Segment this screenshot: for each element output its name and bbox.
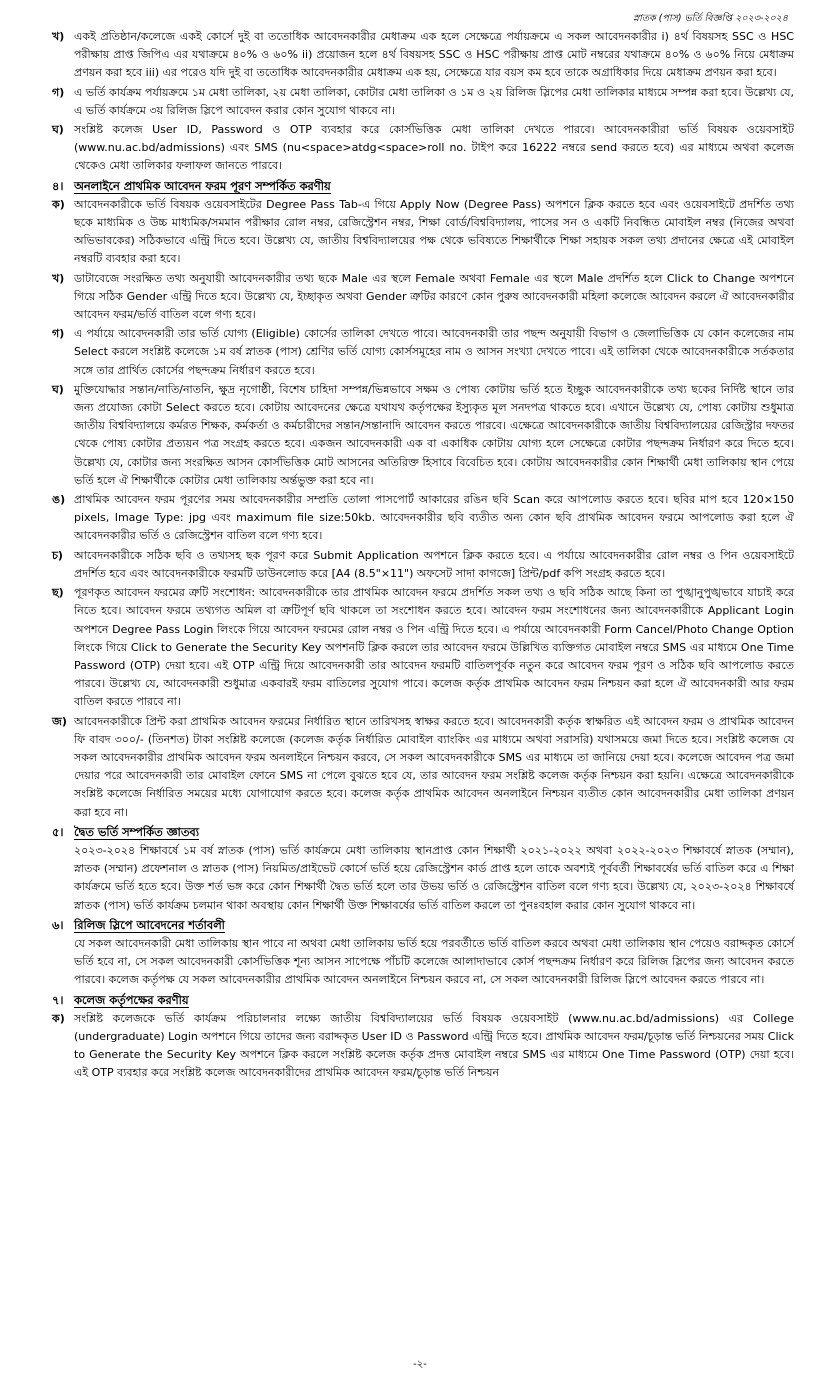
list-item: [52, 270, 794, 325]
item-text: প্রাথমিক আবেদন ফরম পূরণের সময় আবেদনকারীর সম্প্রতি তোলা পাসপোর্ট আকারের রঙিন ছবি Scan করে আপলোড করতে হবে। ছবির মাপ হবে 120×150 pixels, Image Type: jpg এবং maximum file size:50kb. আবেদনকারীর ছবি ব্যতীত অন্য কোন ছবি প্রাথমিক আবেদন ফরমে আপলোড করা হলে ঐ আবেদনকারীর ভর্তি ও রেজিস্ট্রেশন বাতিল বলে গণ্য হবে।: [74, 493, 794, 543]
section-title: রিলিজ স্লিপে আবেদনের শর্তাবলী: [74, 917, 225, 932]
page-number: -২-: [413, 1359, 427, 1370]
item-marker: গ): [52, 85, 65, 99]
item-marker: ছ): [52, 586, 64, 600]
list-item: [52, 381, 794, 490]
item-marker: চ): [52, 548, 63, 562]
block-7: [52, 1010, 794, 1083]
item-marker: জ): [52, 714, 67, 728]
list-item: [52, 28, 794, 83]
list-item: [52, 1010, 794, 1083]
section-number: ৭।: [52, 992, 64, 1007]
document-body: [52, 28, 794, 1084]
item-text: সংশ্লিষ্ট কলেজকে ভর্তি কার্যক্রম পরিচালনার লক্ষ্যে জাতীয় বিশ্ববিদ্যালয়ের ভর্তি বিষয়ক ওয়েবসাইট (www.nu.ac.bd/admissions) এর College (undergraduate) Login অপশনে গিয়ে তাদের জন্য বরাদ্দকৃত User ID ও Password এন্ট্রি দিতে হবে। প্রাথমিক আবেদন ফরম/চূড়ান্ত ভর্তি নিশ্চয়নের সময় Click to Generate the Security Key অপশনে ক্লিক করলে সংশ্লিষ্ট কলেজ কর্তৃক প্রদত্ত মোবাইল নম্বরে SMS এর মাধ্যমে One Time Password (OTP) দেয়া হবে। এই OTP ব্যবহার করে সংশ্লিষ্ট কলেজ আবেদনকারীদের প্রাথমিক আবেদন ফরম/চূড়ান্ত ভর্তি নিশ্চয়ন: [74, 1011, 794, 1080]
item-text: পূরণকৃত আবেদন ফরমের ত্রুটি সংশোধন: আবেদনকারীকে তার প্রাথমিক আবেদন ফরমে প্রদর্শিত সকল তথ্য ও ছবি সঠিক আছে কিনা তা পুঙ্খানুপুঙ্খভাবে যাচাই করে নিতে হবে। আবেদন ফরমে তথ্যগত অমিল বা ত্রুটিপূর্ণ ছবি থাকলে তা সংশোধন করতে হবে। আবেদন ফরম সংশোধনের জন্য আবেদনকারীকে Applicant Login অপশনে Degree Pass Login লিংকে গিয়ে আবেদন ফরমের রোল নম্বর ও পিন এন্ট্রি দিতে হবে। এ পর্যায়ে আবেদনকারী Form Cancel/Photo Change Option লিংকে গিয়ে Click to Generate the Security Key অপশনটি ক্লিক করলে তার আবেদন ফরমে উল্লিখিত ব্যক্তিগত মোবাইল নম্বরে SMS এর মাধ্যমে One Time Password (OTP) দেয়া হবে। এই OTP এন্ট্রি দিয়ে আবেদনকারী তার আবেদন ফরমটি বাতিলপূর্বক নতুন করে আবেদন ফরম পূরণ ও সঠিক ছবি আপলোড করতে পারবে। উল্লেখ্য যে, আবেদনকারী শুধুমাত্র একবারই ফরম বাতিলের সুযোগ পাবে। কলেজ কর্তৃক প্রাথমিক আবেদন ফরম নিশ্চয়ন করা হলে ঐ আবেদনকারী আর ফরম বাতিল করতে পারবে না।: [74, 586, 794, 709]
list-item: [52, 325, 794, 380]
section-title: দ্বৈত ভর্তি সম্পর্কিত জ্ঞাতব্য: [74, 824, 200, 839]
item-marker: ঘ): [52, 123, 64, 137]
section-title: অনলাইনে প্রাথমিক আবেদন ফরম পূরণ সম্পর্কিত করণীয়: [74, 178, 331, 193]
list-item: [52, 196, 794, 269]
item-text: আবেদনকারীকে সঠিক ছবি ও তথ্যসহ ছক পূরণ করে Submit Application অপশনে ক্লিক করতে হবে। এ পর্যায়ে আবেদনকারীর রোল নম্বর ও পিন ওয়েবসাইটে প্রদর্শিত হবে এবং আবেদনকারীকে ফরমটি ডাউনলোড করে [A4 (8.5"×11") অফসেট সাদা কাগজে] প্রিন্ট/pdf কপি সংগ্রহ করতে হবে।: [74, 548, 794, 580]
section-heading-7: [52, 991, 794, 1009]
page-header: স্নাতক (পাস) ভর্তি বিজ্ঞপ্তি ২০২৩-২০২৪: [633, 13, 788, 24]
item-marker: ক): [52, 197, 65, 211]
section-6-paragraph: যে সকল আবেদনকারী মেধা তালিকায় স্থান পাবে না অথবা মেধা তালিকায় ভর্তি হয়ে পরবর্তীতে ভর্তি বাতিল করবে অথবা মেধা তালিকায় স্থান পেয়েও বরাদ্দকৃত কোর্সে ভর্তি হবে না, সে সকল আবেদনকারী কোর্সভিত্তিক শূন্য আসন সাপেক্ষে পাঁচটি কলেজে আলাদাভাবে কোর্স পছন্দক্রম নির্ধারণ করে রিলিজ স্লিপের জন্য আবেদন করতে পারবে। কলেজ কর্তৃপক্ষ যে সকল আবেদনকারীর প্রাথমিক আবেদন অনলাইনে নিশ্চয়ন করবে না, সে সকল আবেদনকারী রিলিজ স্লিপে আবেদন করতে পারবে না।: [74, 936, 794, 987]
list-item: [52, 121, 794, 176]
item-marker: খ): [52, 271, 65, 285]
section-number: ৬।: [52, 917, 64, 932]
item-text: এ ভর্তি কার্যক্রম পর্যায়ক্রমে ১ম মেধা তালিকা, ২য় মেধা তালিকা, কোটার মেধা তালিকা ও ১ম ও ২য় রিলিজ স্লিপের মেধা তালিকার মাধ্যমে সম্পন্ন করা হবে। উল্লেখ্য যে, এ ভর্তি কার্যক্রমে ৩য় রিলিজ স্লিপে আবেদন করার কোন সুযোগ থাকবে না।: [74, 85, 794, 117]
item-text: আবেদনকারীকে প্রিন্ট করা প্রাথমিক আবেদন ফরমের নির্ধারিত স্থানে তারিখসহ স্বাক্ষর করতে হবে। আবেদনকারী কর্তৃক স্বাক্ষরিত এই আবেদন ফরম ও প্রাথমিক আবেদন ফি বাবদ ৩০০/- (তিনশত) টাকা সংশ্লিষ্ট কলেজে (কলেজ কর্তৃক নির্ধারিত মোবাইল ব্যাংকিং এর মাধ্যমে অথবা সরাসরি) যথাসময়ে জমা দিতে হবে। সংশ্লিষ্ট কলেজ যে সকল আবেদনকারীর প্রাথমিক আবেদন ফরম অনলাইনে নিশ্চয়ন করবে, সে সকল আবেদনকারীকে SMS এর মাধ্যমে তা জানিয়ে দেয়া হবে। কলেজে আবেদন পত্র জমা দেয়ার পরে আবেদনকারী তার মোবাইল ফোনে SMS না পেলে বুঝতে হবে যে, তার আবেদন ফরম সংশ্লিষ্ট কলেজ কর্তৃক নিশ্চয়ন করা হয়নি। এক্ষেত্রে আবেদনকারীকে সংশ্লিষ্ট কলেজে নির্ধারিত সময়ের মধ্যে যোগাযোগ করতে হবে। কলেজ কর্তৃক প্রাথমিক আবেদন অনলাইনে নিশ্চয়ন ব্যতীত কোন আবেদনকারীর মেধা তালিকা প্রণয়ন করা হবে না।: [74, 714, 794, 819]
block-1: [52, 28, 794, 176]
list-item: [52, 491, 794, 546]
item-text: আবেদনকারীকে ভর্তি বিষয়ক ওয়েবসাইটের Degree Pass Tab-এ গিয়ে Apply Now (Degree Pass) অপশনে ক্লিক করতে হবে এবং ওয়েবসাইটে প্রদর্শিত তথ্য ছকে মাধ্যমিক ও উচ্চ মাধ্যমিক/সমমান পরীক্ষার রোল নম্বর, রেজিস্ট্রেশন নম্বর, শিক্ষা বোর্ড/বিশ্ববিদ্যালয়, পাসের সন ও একটি নিবন্ধিত মোবাইল নম্বর (নিজের অথবা অভিভাবকের) সঠিকভাবে এন্ট্রি দিতে হবে। উল্লেখ্য যে, জাতীয় বিশ্ববিদ্যালয়ের পক্ষ থেকে ভবিষ্যতে শিক্ষার্থীকে শিক্ষা সহায়ক সকল তথ্য প্রদানের ক্ষেত্রে এই মোবাইল নম্বরটি ব্যবহার করা হবে।: [74, 197, 794, 266]
list-item: [52, 713, 794, 822]
section-number: ৪।: [52, 178, 64, 193]
section-heading-6: [52, 916, 794, 934]
item-text: ডাটাবেজে সংরক্ষিত তথ্য অনুযায়ী আবেদনকারীর তথ্য ছকে Male এর স্থলে Female অথবা Female এর স্থলে Male প্রদর্শিত হলে Click to Change অপশনে গিয়ে সঠিক Gender এন্ট্রি দিতে হবে। উল্লেখ্য যে, ইচ্ছাকৃত অথবা Gender ত্রুটির কারণে কোন পুরুষ আবেদনকারী মহিলা কলেজে আবেদন করলে ঐ আবেদনকারীর আবেদন ফরম/ভর্তি বাতিল বলে গণ্য হবে।: [74, 271, 794, 322]
item-text: মুক্তিযোদ্ধার সন্তান/নাতি/নাতনি, ক্ষুদ্র নৃগোষ্ঠী, বিশেষ চাহিদা সম্পন্ন/ভিন্নভাবে সক্ষম ও পোষ্য কোটায় ভর্তি হতে ইচ্ছুক আবেদনকারীকে তথ্য ছকের নির্দিষ্ট স্থানে তার জন্য প্রযোজ্য কোটা Select করতে হবে। কোটায় আবেদনের ক্ষেত্রে যথাযথ কর্তৃপক্ষের ইস্যুকৃত মূল সনদপত্র থাকতে হবে। এখানে উল্লেখ্য যে, পোষ্য কোটায় শুধুমাত্র জাতীয় বিশ্ববিদ্যালয়ে কর্মরত শিক্ষক, কর্মকর্তা ও কর্মচারীদের সন্তান/সন্তানাদি আবেদন করতে পারবে। এক্ষেত্রে আবেদনকারীকে জাতীয় বিশ্ববিদ্যালয়ের রেজিস্ট্রার দফতর থেকে পোষ্য কোটার প্রত্যয়ন পত্র সংগ্রহ করতে হবে। একজন আবেদনকারী এক বা একাধিক কোটায় যোগ্য হলে সেক্ষেত্রে কোটার পছন্দক্রম নির্ধারণ করে দিতে হবে। উল্লেখ্য যে, কোটার জন্য সংরক্ষিত আসন কোর্সভিত্তিক মোট আসনের অতিরিক্ত হিসাবে বিবেচিত হবে। কোটায় আবেদনকারীর কোন শিক্ষার্থী মেধা তালিকায় স্থান পেয়ে ভর্তি হলে ঐ শিক্ষার্থীকে কোটার মেধা তালিকায় অর্ন্তভুক্ত করা হবে না।: [74, 382, 794, 487]
item-marker: ক): [52, 1011, 65, 1025]
list-item: [52, 584, 794, 711]
item-marker: গ): [52, 327, 65, 341]
item-text: একই প্রতিষ্ঠান/কলেজে একই কোর্সে দুই বা ততোধিক আবেদনকারীর মেধাক্রম এক হলে সেক্ষেত্রে পর্যায়ক্রমে এ সকল আবেদনকারীর i) ৪র্থ বিষয়সহ SSC ও HSC পরীক্ষায় প্রাপ্ত জিপিএ এর যথাক্রমে ৪০% ও ৬০% ii) প্রয়োজন হলে ৪র্থ বিষয়সহ SSC ও HSC পরীক্ষায় প্রাপ্ত মোট নম্বরের যথাক্রমে ৪০% ও ৬০% নিয়ে মেধাক্রম প্রণয়ন করা হবে iii) এর পরেও যদি দুই বা ততোধিক আবেদনকারীর মেধাক্রম এক হয়, সেক্ষেত্রে যার বয়স কম হবে তাকে অগ্রাধিকার দিয়ে মেধাক্রম প্রণয়ন করা হবে।: [74, 30, 794, 80]
block-4: [52, 196, 794, 822]
item-marker: খ): [52, 30, 65, 43]
section-heading-5: [52, 823, 794, 841]
section-heading-4: [52, 177, 794, 195]
item-marker: ঘ): [52, 382, 64, 396]
section-title: কলেজ কর্তৃপক্ষের করণীয়: [74, 992, 189, 1007]
list-item: [52, 84, 794, 120]
section-number: ৫।: [52, 824, 64, 839]
list-item: [52, 547, 794, 583]
section-5-paragraph: ২০২৩-২০২৪ শিক্ষাবর্ষে ১ম বর্ষ স্নাতক (পাস) ভর্তি কার্যক্রমে মেধা তালিকায় স্থানপ্রাপ্ত কোন শিক্ষার্থী ২০২১-২০২২ অথবা ২০২২-২০২৩ শিক্ষাবর্ষে স্নাতক (সম্মান), স্নাতক (সম্মান) প্রফেশনাল ও স্নাতক (পাস) নিয়মিত/প্রাইভেট কোর্সে ভর্তি হয়ে রেজিস্ট্রেশন কার্ড প্রাপ্ত হলে তাকে অবশ্যই পূর্ববর্তী শিক্ষাবর্ষের ভর্তি বাতিল করে এ শিক্ষা কার্যক্রমে ভর্তি হতে হবে। উক্ত শর্ত ভঙ্গ করে কোন শিক্ষার্থী দ্বৈত ভর্তি হলে তার উভয় ভর্তি ও রেজিস্ট্রেশন বাতিল বলে গণ্য হবে। উল্লেখ্য যে, ২০২৩-২০২৪ শিক্ষাবর্ষে স্নাতক (পাস) ভর্তি কার্যক্রম চলমান থাকা অবস্থায় কোন শিক্ষার্থী উক্ত শিক্ষাবর্ষের ভর্তি বাতিল করলে তা পুনঃবহাল করার কোন সুযোগ থাকবে না।: [74, 843, 794, 912]
item-text: সংশ্লিষ্ট কলেজ User ID, Password ও OTP ব্যবহার করে কোর্সভিত্তিক মেধা তালিকা দেখতে পারবে। আবেদনকারীরা ভর্তি বিষয়ক ওয়েবসাইট (www.nu.ac.bd/admissions) এবং SMS (nu<space>atdg<space>roll no. টাইপ করে 16222 নম্বরে send করতে হবে) এর মাধ্যমে অথবা কলেজ থেকেও মেধা তালিকার ফলাফল জানতে পারবে।: [74, 123, 794, 173]
item-marker: ঙ): [52, 493, 66, 507]
item-text: এ পর্যায়ে আবেদনকারী তার ভর্তি যোগ্য (Eligible) কোর্সের তালিকা দেখতে পাবে। আবেদনকারী তার পছন্দ অনুযায়ী বিভাগ ও জেলাভিত্তিক যে কোন কলেজের নাম Select করলে সংশ্লিষ্ট কলেজে ১ম বর্ষ স্নাতক (পাস) শ্রেণির ভর্তি যোগ্য কোর্সসমূহের নাম ও আসন সংখ্যা দেখতে পাবে। এই তালিকা থেকে আবেদনকারীকে সর্তকতার সঙ্গে তার প্রার্থিত কোর্সের পছন্দক্রম নির্ধারণ করতে হবে।: [74, 327, 794, 377]
